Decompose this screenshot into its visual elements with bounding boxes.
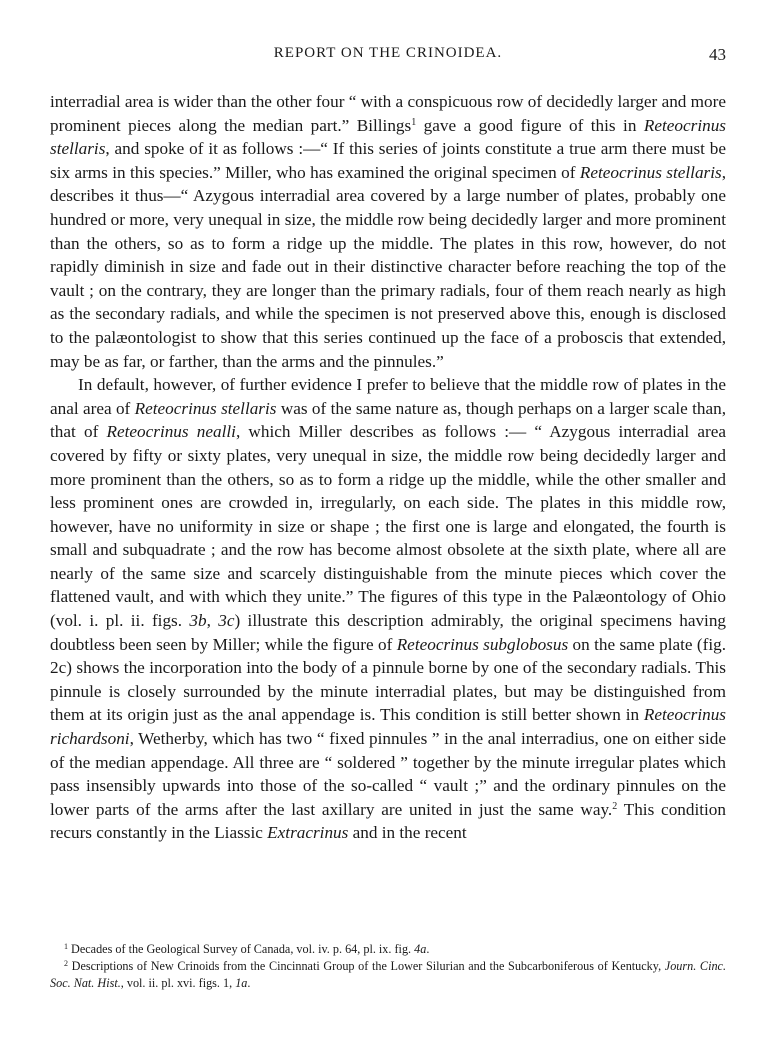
- footnote-2: $^2$ Descriptions of New Crinoids from the Cincinnati Group of the Lower Silurian and the Subcarboniferous of Kentucky, Journ. Cinc. Soc. Nat. Hist., vol. ii. pl. xvi. figs. 1, 1a.: [50, 959, 727, 990]
- genus-name: Extracrinus: [267, 823, 349, 843]
- journal-title: Journ. Cinc. Soc. Nat. Hist.: [50, 959, 727, 990]
- footnote-ref-1: 1: [411, 116, 417, 128]
- figure-ref: 3c: [218, 611, 235, 631]
- paragraph: In default, however, of further evidence I prefer to believe that the middle row of plates in the anal area of Reteocrinus stellaris was of the same nature as, though perhaps on a larger scale than, that of Reteocrinus nealli, which Miller describes as follows :— “ Azygous interradial area covered by fifty or sixty plates, very unequal in size, the middle row being decidedly larger and more prominent than the others, so as to form a ridge up the middle, while the other smaller and less prominent ones are crowded in, irregularly, on each side. The plates in this middle row, however, have no uniformity in size or shape ; the first one is large and elongated, the fourth is small and subquadrate ; and the row has become almost obsolete at the sixth plate, where all are nearly of the same size and scarcely distinguishable from the minute pieces which cover the flattened vault, and with which they unite.” The figures of this type in the Palæontology of Ohio (vol. i. pl. ii. figs. 3b, 3c) illustrate this description admirably, the original specimens having doubtless been seen by Miller; while the figure of Reteocrinus subglobosus on the same plate (fig. 2c) shows the incorporation into the body of a pinnule borne by one of the secondary radials. This pinnule is closely surrounded by the minute interradial plates, but may be distinguished from them at its origin just as the anal appendage is. This condition is still better shown in Reteocrinus richardsoni, Wetherby, which has two “ fixed pinnules ” in the anal interradius, one on either side of the median appendage. All three are “ soldered ” together by the minute irregular plates which pass insensibly upwards into those of the so-called “ vault ;” and the ordinary pinnules on the lower parts of the arms after the last axillary are united in just the same way.$^2$ This condition recurs constantly in the Liassic Extracrinus and in the recent: [50, 375, 727, 843]
- running-title: REPORT ON THE CRINOIDEA.: [273, 45, 503, 61]
- page-number: 43: [709, 45, 726, 64]
- figure-ref: 3b: [189, 611, 207, 631]
- species-name: Reteocrinus nealli: [106, 422, 236, 442]
- species-name: Reteocrinus subglobosus: [396, 634, 569, 654]
- footnotes: [50, 941, 726, 992]
- running-head: [50, 45, 726, 69]
- species-name: Reteocrinus stellaris: [50, 115, 726, 159]
- body-text: [50, 90, 726, 845]
- species-name: Reteocrinus richardsoni: [50, 705, 726, 749]
- footnote-ref-2: 2: [612, 800, 618, 812]
- species-name: Reteocrinus stellaris: [579, 162, 722, 182]
- species-name: Reteocrinus stellaris: [134, 398, 277, 418]
- footnote-1: $^1$ Decades of the Geological Survey of Canada, vol. iv. p. 64, pl. ix. fig. 4a.: [64, 942, 430, 956]
- paragraph-continued: interradial area is wider than the other four “ with a conspicuous row of decidedly larger and more prominent pieces along the median part.” Billings$^1$ gave a good figure of this in Reteocrinus stellaris, and spoke of it as follows :—“ If this series of joints constitute a true arm there must be six arms in this species.” Miller, who has examined the original specimen of Reteocrinus stellaris, describes it thus—“ Azygous interradial area covered by a large number of plates, probably one hundred or more, very unequal in size, the middle row being decidedly larger and more prominent than the others, so as to form a ridge up the middle. The plates in this row, however, do not rapidly diminish in size and fade out in their distinctive character before reaching the top of the vault ; on the contrary, they are longer than the primary radials, four of them reach nearly as high as the secondary radials, and while the specimen is not preserved above this, enough is disclosed to the palæontologist to show that this series continued up the face of a proboscis that extended, may be as far, or farther, than the arms and the pinnules.”: [50, 92, 726, 371]
